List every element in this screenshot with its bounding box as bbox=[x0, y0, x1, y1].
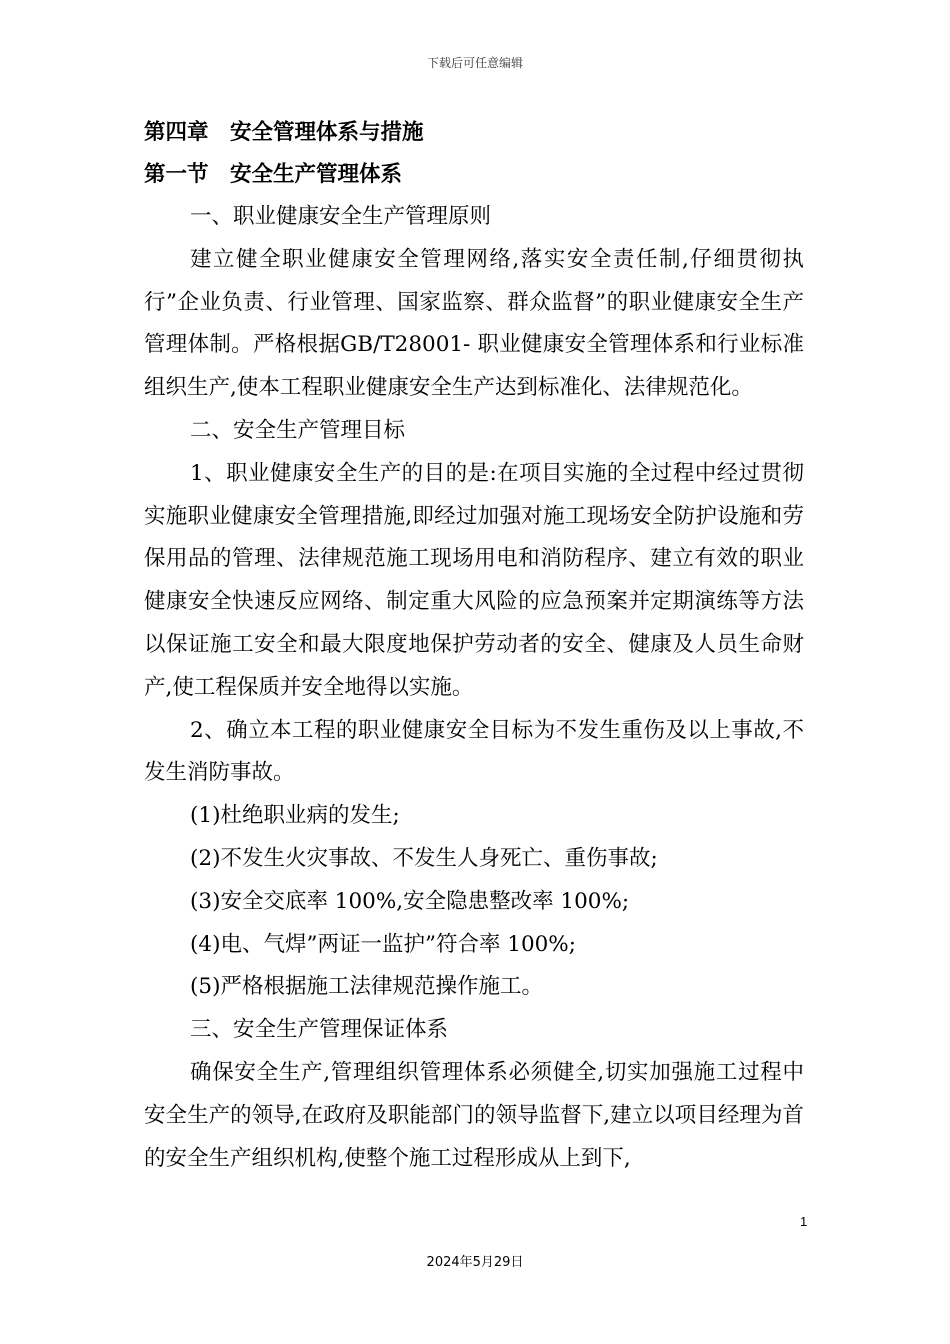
paragraph-goal-1: 1、职业健康安全生产的目的是:在项目实施的全过程中经过贯彻实施职业健康安全管理措施,即经过加强对施工现场安全防护设施和劳保用品的管理、法律规范施工现场用电和消防程序、建立有效的职业健康安全快速反应网络、制定重大风险的应急预案并定期演练等方法以保证施工安全和最大限度地保护劳动者的安全、健康及人员生命财产,使工程保质并安全地得以实施。 bbox=[144, 460, 804, 700]
paragraph-assurance: 确保安全生产,管理组织管理体系必须健全,切实加强施工过程中安全生产的领导,在政府及职能部门的领导监督下,建立以项目经理为首的安全生产组织机构,使整个施工过程形成从上到下, bbox=[144, 1059, 804, 1171]
footer-date: 2024年5月29日 bbox=[426, 1255, 524, 1270]
page-header-note: 下载后可任意编辑 bbox=[426, 56, 523, 70]
list-item: (5)严格根据施工法律规范操作施工。 bbox=[190, 974, 543, 1000]
list-item: (4)电、气焊”两证一监护”符合率 100%; bbox=[190, 931, 576, 957]
document-body bbox=[144, 112, 804, 1180]
subheading-assurance: 三、安全生产管理保证体系 bbox=[190, 1017, 449, 1043]
subheading-principles: 一、职业健康安全生产管理原则 bbox=[190, 204, 492, 229]
list-item: (1)杜绝职业病的发生; bbox=[190, 803, 400, 829]
section-title: 第一节 安全生产管理体系 bbox=[144, 162, 403, 187]
subheading-goals: 二、安全生产管理目标 bbox=[190, 417, 406, 443]
page-number: 1 bbox=[800, 1214, 808, 1229]
paragraph-goal-2: 2、确立本工程的职业健康安全目标为不发生重伤及以上事故,不发生消防事故。 bbox=[144, 717, 804, 786]
list-item: (3)安全交底率 100%,安全隐患整改率 100%; bbox=[190, 888, 630, 914]
chapter-title: 第四章 安全管理体系与措施 bbox=[144, 120, 424, 145]
paragraph-principles: 建立健全职业健康安全管理网络,落实安全责任制,仔细贯彻执行”企业负责、行业管理、国家监察、群众监督”的职业健康安全生产管理体制。严格根据GB/T28001- 职业健康安全管理体系和行业标准组织生产,使本工程职业健康安全生产达到标准化、法律规范化。 bbox=[144, 246, 804, 401]
list-item: (2)不发生火灾事故、不发生人身死亡、重伤事故; bbox=[190, 845, 658, 871]
